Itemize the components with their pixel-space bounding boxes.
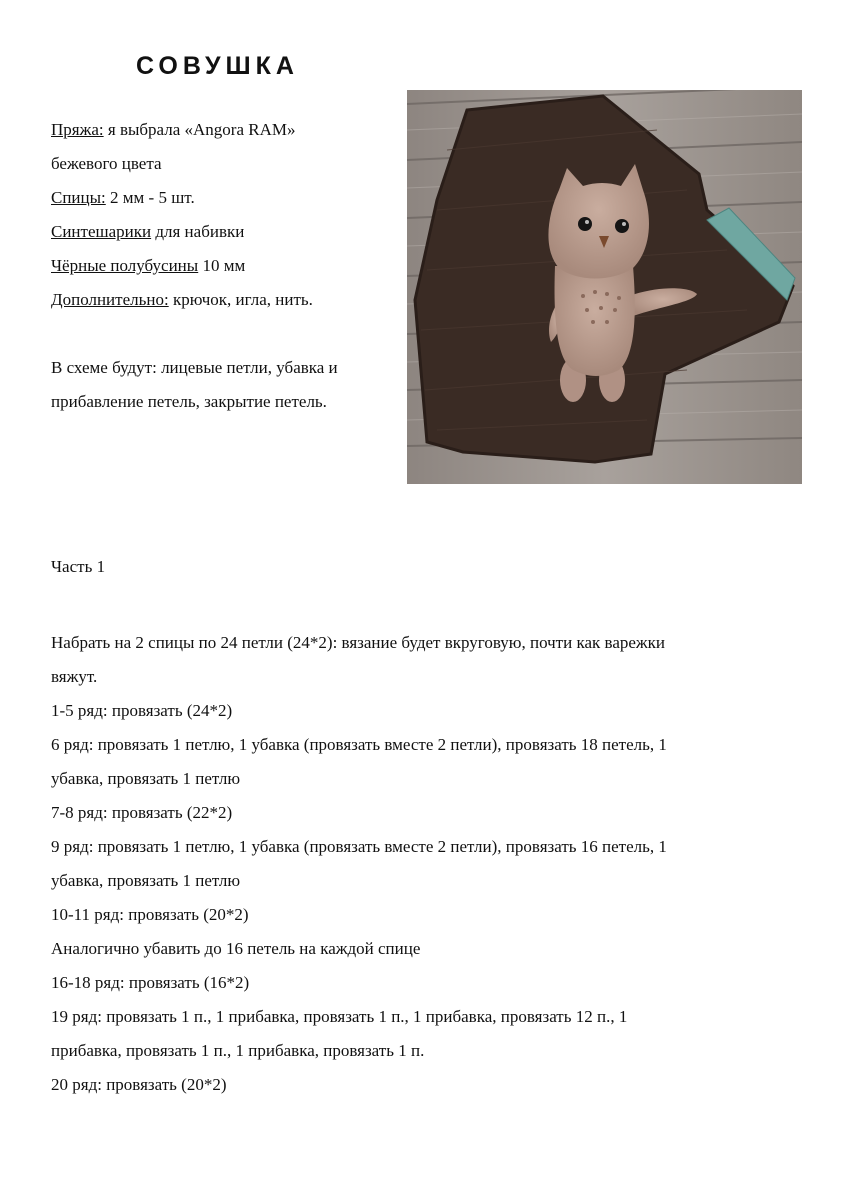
page-title: СОВУШКА — [136, 52, 299, 80]
instruction-line: убавка, провязать 1 петлю — [51, 769, 241, 788]
scheme-intro-line: В схеме будут: лицевые петли, убавка и — [51, 358, 338, 377]
instruction-line: вяжут. — [51, 667, 98, 686]
scheme-intro-line: прибавление петель, закрытие петель. — [51, 392, 327, 411]
materials-extra — [51, 283, 401, 317]
scheme-intro — [51, 351, 411, 419]
materials-text: для набивки — [151, 222, 245, 241]
materials-text: 10 мм — [198, 256, 246, 275]
materials-label: Дополнительно: — [51, 290, 169, 309]
materials-beads — [51, 249, 401, 283]
instruction-line: 7-8 ряд: провязать (22*2) — [51, 803, 233, 822]
instruction-line: 6 ряд: провязать 1 петлю, 1 убавка (провязать вместе 2 петли), провязать 18 петель, 1 — [51, 735, 667, 754]
instruction-line: 1-5 ряд: провязать (24*2) — [51, 701, 233, 720]
materials-text: крючок, игла, нить. — [168, 290, 313, 309]
instruction-line: 19 ряд: провязать 1 п., 1 прибавка, провязать 1 п., 1 прибавка, провязать 12 п., 1 — [51, 1007, 628, 1026]
instruction-line: 9 ряд: провязать 1 петлю, 1 убавка (провязать вместе 2 петли), провязать 16 петель, 1 — [51, 837, 667, 856]
materials-yarn — [51, 113, 401, 147]
materials-needles — [51, 181, 401, 215]
materials-text: 2 мм - 5 шт. — [105, 188, 195, 207]
instruction-line: 10-11 ряд: провязать (20*2) — [51, 905, 249, 924]
materials-label: Пряжа: — [51, 120, 104, 139]
materials-yarn-color — [51, 147, 401, 181]
part-title: Часть 1 — [51, 557, 106, 576]
materials-label: Спицы: — [51, 188, 106, 207]
materials-label: Чёрные полубусины — [51, 256, 199, 275]
materials-text: я выбрала «Angora RAM» — [103, 120, 296, 139]
instruction-line: 16-18 ряд: провязать (16*2) — [51, 973, 250, 992]
materials-label: Синтешарики — [51, 222, 152, 241]
instruction-line: Набрать на 2 спицы по 24 петли (24*2): вязание будет вкруговую, почти как варежки — [51, 633, 666, 652]
materials-text: бежевого цвета — [51, 154, 162, 173]
owl-toy-photo — [407, 90, 802, 484]
instructions — [51, 626, 811, 1102]
instruction-line: прибавка, провязать 1 п., 1 прибавка, провязать 1 п. — [51, 1041, 425, 1060]
instruction-line: 20 ряд: провязать (20*2) — [51, 1075, 227, 1094]
materials-list — [51, 113, 401, 317]
instruction-line: убавка, провязать 1 петлю — [51, 871, 241, 890]
instruction-line: Аналогично убавить до 16 петель на каждой спице — [51, 939, 421, 958]
materials-stuffing — [51, 215, 401, 249]
